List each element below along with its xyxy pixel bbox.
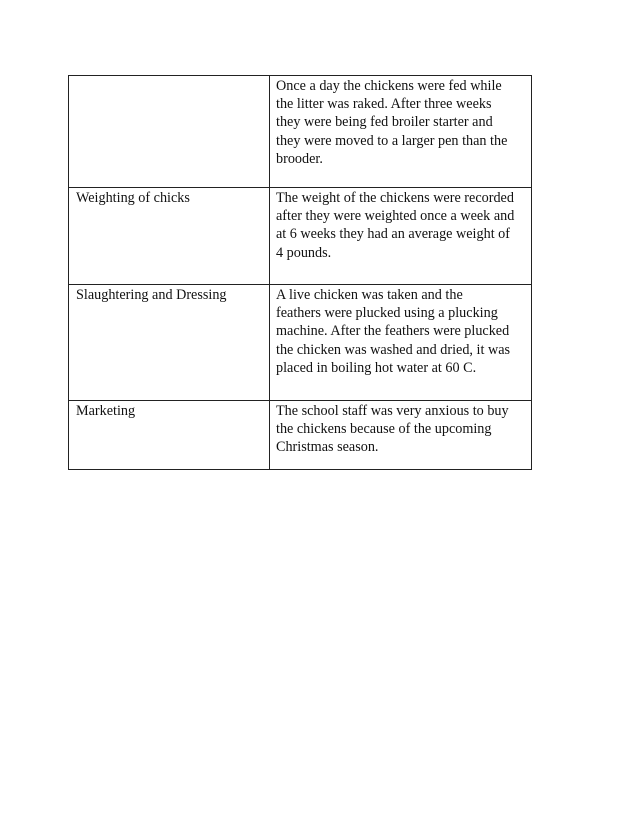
- activity-text: Weighting of chicks: [76, 190, 190, 206]
- table-row: [69, 401, 532, 470]
- activity-cell: [69, 285, 270, 401]
- description-text: The school staff was very anxious to buy the chickens because of the upcoming Christmas season.: [276, 403, 509, 456]
- table-row: [69, 285, 532, 401]
- description-text: Once a day the chickens were fed while the litter was raked. After three weeks they were being fed broiler starter and they were moved to a larger pen than the brooder.: [276, 78, 508, 167]
- activity-text: Slaughtering and Dressing: [76, 287, 227, 303]
- description-cell: [270, 401, 532, 470]
- activities-table: [68, 75, 532, 470]
- description-text: The weight of the chickens were recorded after they were weighted once a week and at 6 weeks they had an average weight of 4 pounds.: [276, 190, 515, 261]
- table-row: [69, 76, 532, 188]
- activity-cell: [69, 188, 270, 285]
- activity-cell: [69, 401, 270, 470]
- activity-cell: [69, 76, 270, 188]
- description-cell: [270, 285, 532, 401]
- description-cell: [270, 76, 532, 188]
- activity-text: Marketing: [76, 403, 136, 419]
- table-row: [69, 188, 532, 285]
- description-text: A live chicken was taken and the feathers were plucked using a plucking machine. After the feathers were plucked the chicken was washed and dried, it was placed in boiling hot water at 60 C.: [276, 287, 511, 376]
- activity-text: [69, 76, 269, 77]
- description-cell: [270, 188, 532, 285]
